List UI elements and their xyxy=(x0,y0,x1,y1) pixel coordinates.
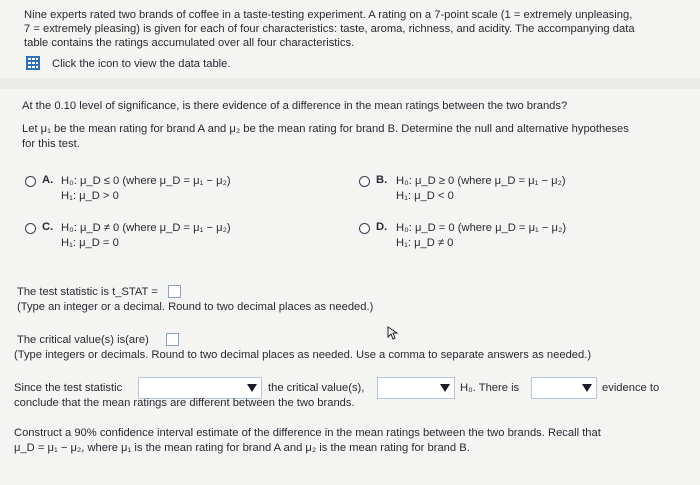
option-d-h0: H₀: μ_D = 0 (where μ_D = μ₁ − μ₂) xyxy=(396,222,567,234)
critical-hint: (Type integers or decimals. Round to two decimal places as needed. Use a comma to separate answers as needed.) xyxy=(14,349,592,361)
option-c-h1: H₁: μ_D = 0 xyxy=(61,237,119,249)
confidence-line-2: μ_D = μ₁ − μ₂, where μ₁ is the mean rating for brand A and μ₂ is the mean rating for brand B. xyxy=(14,442,470,454)
test-stat-hint: (Type an integer or a decimal. Round to two decimal places as needed.) xyxy=(17,301,374,313)
let-line-1: Let μ₁ be the mean rating for brand A and μ₂ be the mean rating for brand B. Determine the null and alternative hypotheses xyxy=(22,123,629,135)
option-b-h1: H₁: μ_D < 0 xyxy=(396,190,454,202)
option-d-h1: H₁: μ_D ≠ 0 xyxy=(396,237,454,249)
option-b-radio[interactable] xyxy=(359,176,370,187)
option-d-radio[interactable] xyxy=(359,223,370,234)
conclusion-since: Since the test statistic xyxy=(14,382,123,394)
intro-panel xyxy=(0,0,700,78)
test-stat-input[interactable] xyxy=(168,285,181,298)
option-a-h0: H₀: μ_D ≤ 0 (where μ_D = μ₁ − μ₂) xyxy=(61,175,231,187)
option-c-letter: C. xyxy=(42,221,54,233)
question-prompt: At the 0.10 level of significance, is there evidence of a difference in the mean ratings between the two brands? xyxy=(22,100,568,112)
chevron-down-icon xyxy=(247,384,257,392)
option-a-radio[interactable] xyxy=(25,176,36,187)
intro-line-2: 7 = extremely pleasing) is given for each of four characteristics: taste, aroma, richness, and acidity. The accompanying data xyxy=(24,23,635,35)
option-d-letter: D. xyxy=(376,221,388,233)
critical-label: The critical value(s) is(are) xyxy=(17,334,149,346)
chevron-down-icon xyxy=(582,384,592,392)
mouse-cursor-icon xyxy=(387,326,399,345)
intro-line-3: table contains the ratings accumulated over all four characteristics. xyxy=(24,37,355,49)
option-b-letter: B. xyxy=(376,174,388,186)
test-stat-label: The test statistic is t_STAT = xyxy=(17,286,158,298)
option-b-h0: H₀: μ_D ≥ 0 (where μ_D = μ₁ − μ₂) xyxy=(396,175,566,187)
chevron-down-icon xyxy=(440,384,450,392)
reject-decision-dropdown[interactable] xyxy=(377,377,455,399)
option-c-h0: H₀: μ_D ≠ 0 (where μ_D = μ₁ − μ₂) xyxy=(61,222,231,234)
option-a-letter: A. xyxy=(42,174,54,186)
data-table-icon[interactable] xyxy=(26,56,40,70)
conclusion-line-2: conclude that the mean ratings are different between the two brands. xyxy=(14,397,355,409)
option-c-radio[interactable] xyxy=(25,223,36,234)
let-line-2: for this test. xyxy=(22,138,80,150)
intro-line-1: Nine experts rated two brands of coffee in a taste-testing experiment. A rating on a 7-point scale (1 = extremely unpleasing, xyxy=(24,9,633,21)
option-a-h1: H₁: μ_D > 0 xyxy=(61,190,119,202)
confidence-line-1: Construct a 90% confidence interval estimate of the difference in the mean ratings between the two brands. Recall that xyxy=(14,427,601,439)
data-table-link[interactable]: Click the icon to view the data table. xyxy=(52,58,231,70)
question-panel xyxy=(0,89,700,485)
conclusion-critical-values: the critical value(s), xyxy=(268,382,365,394)
evidence-dropdown[interactable] xyxy=(531,377,597,399)
critical-input[interactable] xyxy=(166,333,179,346)
conclusion-h0: H₀. There is xyxy=(460,382,520,394)
conclusion-evidence: evidence to xyxy=(602,382,660,394)
